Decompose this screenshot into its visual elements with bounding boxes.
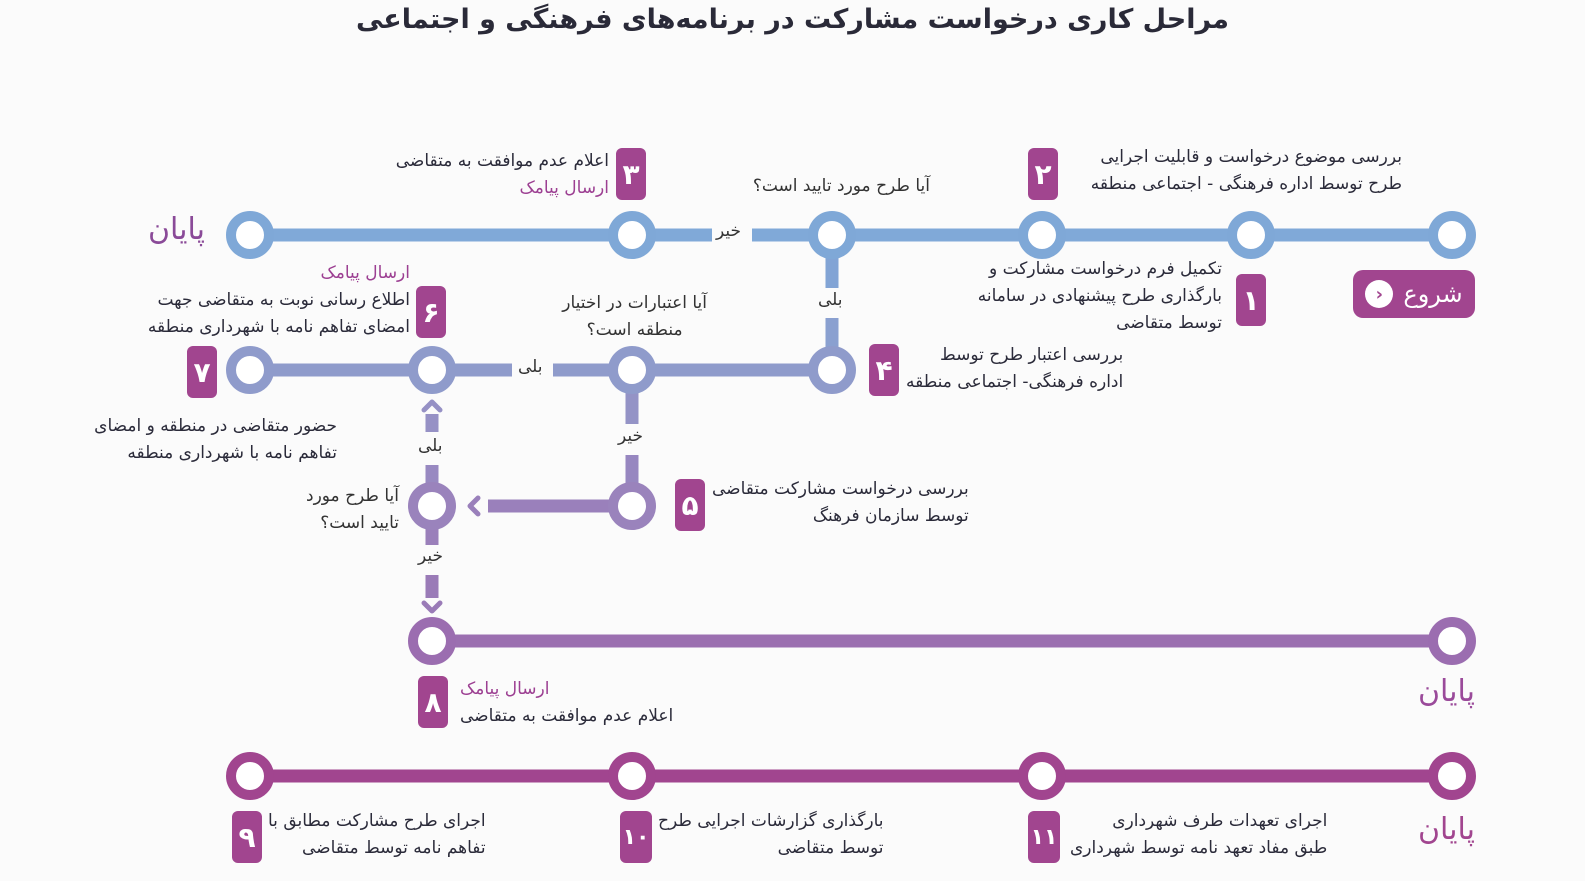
step-badge-8: ۸: [418, 676, 448, 728]
step10-line2: توسط متقاضی: [777, 838, 884, 858]
start-label: شروع: [1403, 280, 1463, 308]
step9-text: [268, 808, 486, 862]
step-badge-9: ۹: [232, 811, 262, 863]
arrow-up-icon: [424, 402, 440, 410]
arrow-down-icon: [424, 603, 440, 611]
step7-line1: حضور متقاضی در منطقه و امضای: [94, 416, 337, 436]
label-no-3: خیر: [418, 546, 444, 566]
step8-text: [460, 676, 673, 730]
step2-text: [1091, 144, 1402, 198]
end-label-3: پایان: [1418, 812, 1476, 847]
step-badge-10: ۱۰: [620, 811, 652, 863]
step-badge-11: ۱۱: [1028, 811, 1060, 863]
step8-sms: ارسال پیامک: [460, 679, 550, 699]
step2-line2: طرح توسط اداره فرهنگی - اجتماعی منطقه: [1090, 174, 1402, 194]
node-step10: [613, 757, 651, 795]
node-step3: [613, 216, 651, 254]
step-badge-2: ۲: [1028, 148, 1058, 200]
question-3: [306, 483, 399, 537]
step10-line1: بارگذاری گزارشات اجرایی طرح: [658, 811, 884, 831]
end-label-2: پایان: [1418, 674, 1476, 709]
node-step9: [231, 757, 269, 795]
arrow-left-icon: [470, 498, 478, 514]
step8-line1: اعلام عدم موافقت به متقاضی: [460, 706, 674, 726]
question-2: [562, 290, 707, 344]
node-end3: [1433, 757, 1471, 795]
node-step7: [231, 351, 269, 389]
label-yes-3: بلی: [418, 436, 443, 456]
node-step5: [613, 487, 651, 525]
question-2-line1: آیا اعتبارات در اختیار: [562, 293, 707, 313]
page-title: مراحل کاری درخواست مشارکت در برنامه‌های فرهنگی و اجتماعی: [355, 4, 1230, 35]
label-yes-1: بلی: [818, 290, 843, 310]
step-badge-1: ۱: [1236, 274, 1266, 326]
node-step8: [413, 622, 451, 660]
label-no-2: خیر: [618, 426, 644, 446]
step6-text: [148, 260, 410, 341]
step1-text: [978, 256, 1222, 337]
question-2-line2: منطقه است؟: [586, 320, 683, 340]
step1-line3: توسط متقاضی: [1116, 313, 1222, 333]
chevron-left-icon: ‹: [1365, 280, 1393, 308]
node-q2: [613, 351, 651, 389]
label-yes-2: بلی: [518, 357, 543, 377]
step1-line2: بارگذاری طرح پیشنهادی در سامانه: [977, 286, 1222, 306]
node-q1: [813, 216, 851, 254]
step-badge-4: ۴: [869, 344, 899, 396]
question-3-line1: آیا طرح مورد: [306, 486, 399, 506]
step5-line1: بررسی درخواست مشارکت متقاضی: [712, 479, 969, 499]
step7-line2: تفاهم نامه با شهرداری منطقه: [127, 443, 337, 463]
node-end1: [231, 216, 269, 254]
step-badge-5: ۵: [675, 479, 705, 531]
question-3-line2: تایید است؟: [320, 513, 399, 533]
step11-line1: اجرای تعهدات طرف شهرداری: [1112, 811, 1328, 831]
step7-text: [94, 413, 337, 467]
step1-line1: تکمیل فرم درخواست مشارکت و: [989, 259, 1222, 279]
step4-text: [906, 342, 1123, 396]
node-end2: [1433, 622, 1471, 660]
node-q3: [413, 487, 451, 525]
label-no-1: خیر: [716, 221, 742, 241]
step3-line1: اعلام عدم موافقت به متقاضی: [395, 151, 609, 171]
step2-line1: بررسی موضوع درخواست و قابلیت اجرایی: [1100, 147, 1402, 167]
step11-text: [1070, 808, 1327, 862]
step9-line2: تفاهم نامه توسط متقاضی: [301, 838, 486, 858]
node-step6: [413, 351, 451, 389]
step6-sms: ارسال پیامک: [320, 263, 410, 283]
node-step11: [1023, 757, 1061, 795]
question-1: آیا طرح مورد تایید است؟: [752, 176, 930, 196]
step11-line2: طبق مفاد تعهد نامه توسط شهرداری: [1070, 838, 1328, 858]
step6-line1: اطلاع رسانی نوبت به متقاضی جهت: [157, 290, 410, 310]
step3-text: [396, 148, 609, 202]
step9-line1: اجرای طرح مشارکت مطابق با: [268, 811, 486, 831]
step4-line1: بررسی اعتبار طرح توسط: [939, 345, 1124, 365]
start-button[interactable]: [1353, 270, 1475, 318]
node-step2: [1023, 216, 1061, 254]
end-label-1: پایان: [148, 212, 206, 247]
step5-line2: توسط سازمان فرهنگ: [812, 506, 969, 526]
step-badge-6: ۶: [416, 286, 446, 338]
step10-text: [658, 808, 884, 862]
step6-line2: امضای تفاهم نامه با شهرداری منطقه: [147, 317, 410, 337]
step-badge-7: ۷: [187, 346, 217, 398]
step5-text: [712, 476, 969, 530]
node-start: [1433, 216, 1471, 254]
step3-sms: ارسال پیامک: [519, 178, 609, 198]
step-badge-3: ۳: [616, 148, 646, 200]
step4-line2: اداره فرهنگی- اجتماعی منطقه: [906, 372, 1124, 392]
node-step1: [1232, 216, 1270, 254]
node-step4: [813, 351, 851, 389]
